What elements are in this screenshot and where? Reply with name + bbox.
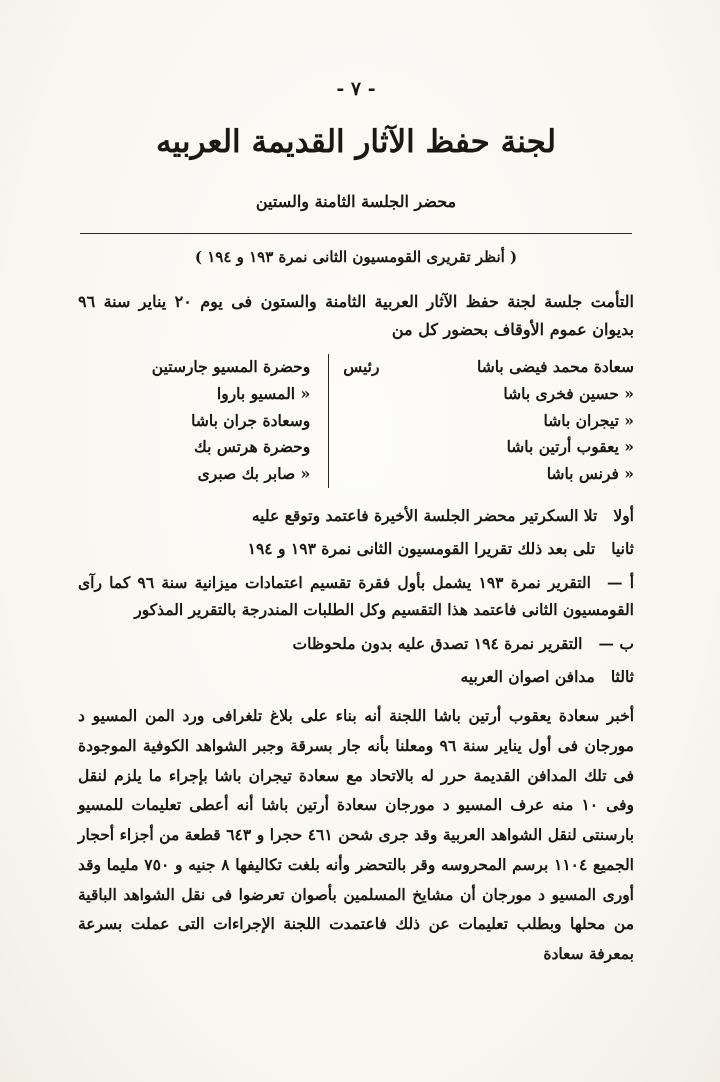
divider-rule <box>80 233 632 234</box>
attendee-name: « صابر بك صبرى <box>197 463 311 483</box>
attendee-row <box>78 434 310 461</box>
attendee-row <box>78 381 310 408</box>
attendee-name: وسعادة جران باشا <box>191 410 311 430</box>
report-item-label: ب — <box>598 633 634 653</box>
attendee-row <box>78 408 310 435</box>
report-item-label: أ — <box>606 572 634 592</box>
attendee-name: « تيجران باشا <box>543 410 634 430</box>
attendees-table <box>78 354 634 487</box>
agenda-item-text: مدافن اصوان العربيه <box>460 667 595 687</box>
agenda-item-label: ثالثا <box>610 667 634 687</box>
attendee-name: « حسين فخرى باشا <box>503 383 634 403</box>
attendee-row <box>78 354 310 381</box>
report-item-a <box>78 569 634 624</box>
body-paragraph: أخبر سعادة يعقوب أرتين باشا اللجنة أنه بناء على بلاغ تلغرافى ورد المن المسيو د مورجان فى أول يناير سنة ٩٦ ومعلنا بأنه جار بسرقة وجبر الشواهد الكوفية الموجودة فى تلك المدافن القديمة حرر له بالاتحاد مع سعادة تيجران باشا بإجراء ما يلزم لنقل وفى ١٠ منه عرف المسيو د مورجان سعادة أرتين باشا أنه أعطى تعليمات للمسيو بارسنتى لنقل الشواهد العربية وقد جرى شحن ٤٦١ حجرا و ٦٤٣ قطعة من أجزاء أحجار الجميع ١١٠٤ برسم المحروسه وقر بالتحضر وأنه بلغت تكاليفها ٨ جنيه و ٧٥٠ مليما وقد أورى المسيو د مورجان أن مشايخ المسلمين بأصوان تعرضوا فى نقل الشواهد الباقية من محلها وبطلب تعليمات عن ذلك فاعتمدت اللجنة الإجراءات التى عملت بسرعة بمعرفة سعادة <box>78 706 635 964</box>
attendee-name: « فرنس باشا <box>546 463 634 483</box>
attendee-name: وحضرة المسيو جارستين <box>151 357 311 377</box>
attendee-row <box>343 461 634 488</box>
session-heading: محضر الجلسة الثامنة والستين <box>255 192 457 212</box>
agenda-item-label: ثانيا <box>611 539 634 559</box>
agenda-item-third <box>78 663 634 691</box>
attendee-row <box>343 434 634 461</box>
attendee-row <box>343 354 634 381</box>
attendee-name: وحضرة هرتس بك <box>194 437 311 457</box>
document-title: لجنة حفظ الآثار القديمة العربيه <box>155 124 557 160</box>
attendee-row <box>343 381 634 408</box>
attendee-name: سعادة محمد فيضى باشا <box>477 357 634 377</box>
agenda-item-second <box>78 535 634 563</box>
agenda-item-first <box>78 502 634 530</box>
agenda-item-text: تلا السكرتير محضر الجلسة الأخيرة فاعتمد وتوقع عليه <box>251 505 598 525</box>
attendees-left-column <box>78 354 328 487</box>
report-item-b <box>78 630 634 658</box>
attendees-right-column <box>328 354 634 487</box>
report-item-text: التقرير نمرة ١٩٤ تصدق عليه بدون ملحوظات <box>292 633 583 653</box>
attendee-role: رئيس <box>343 357 380 377</box>
attendee-row <box>78 461 310 488</box>
report-item-text: التقرير نمرة ١٩٣ يشمل بأول فقرة تقسيم اعتمادات ميزانية سنة ٩٦ كما رآى القومسيون الثانى فاعتمد هذا التقسيم وكل الطلبات المندرجة بالتقرير المذكور <box>78 572 634 620</box>
attendee-row <box>343 408 634 435</box>
attendee-name: « يعقوب أرتين باشا <box>506 437 634 457</box>
attendee-name: « المسيو باروا <box>216 383 311 403</box>
reference-note: ( أنظر تقريرى القومسيون الثانى نمرة ١٩٣ و ١٩٤ ) <box>194 248 518 267</box>
page-number: - ٧ - <box>336 78 376 100</box>
agenda-item-text: تلى بعد ذلك تقريرا القومسيون الثانى نمرة ١٩٣ و ١٩٤ <box>247 539 596 559</box>
agenda-item-label: أولا <box>613 505 634 525</box>
intro-paragraph: التأمت جلسة لجنة حفظ الآثار العربية الثامنة والستون فى يوم ٢٠ يناير سنة ٩٦ بديوان عموم الأوقاف بحضور كل من <box>78 292 634 340</box>
